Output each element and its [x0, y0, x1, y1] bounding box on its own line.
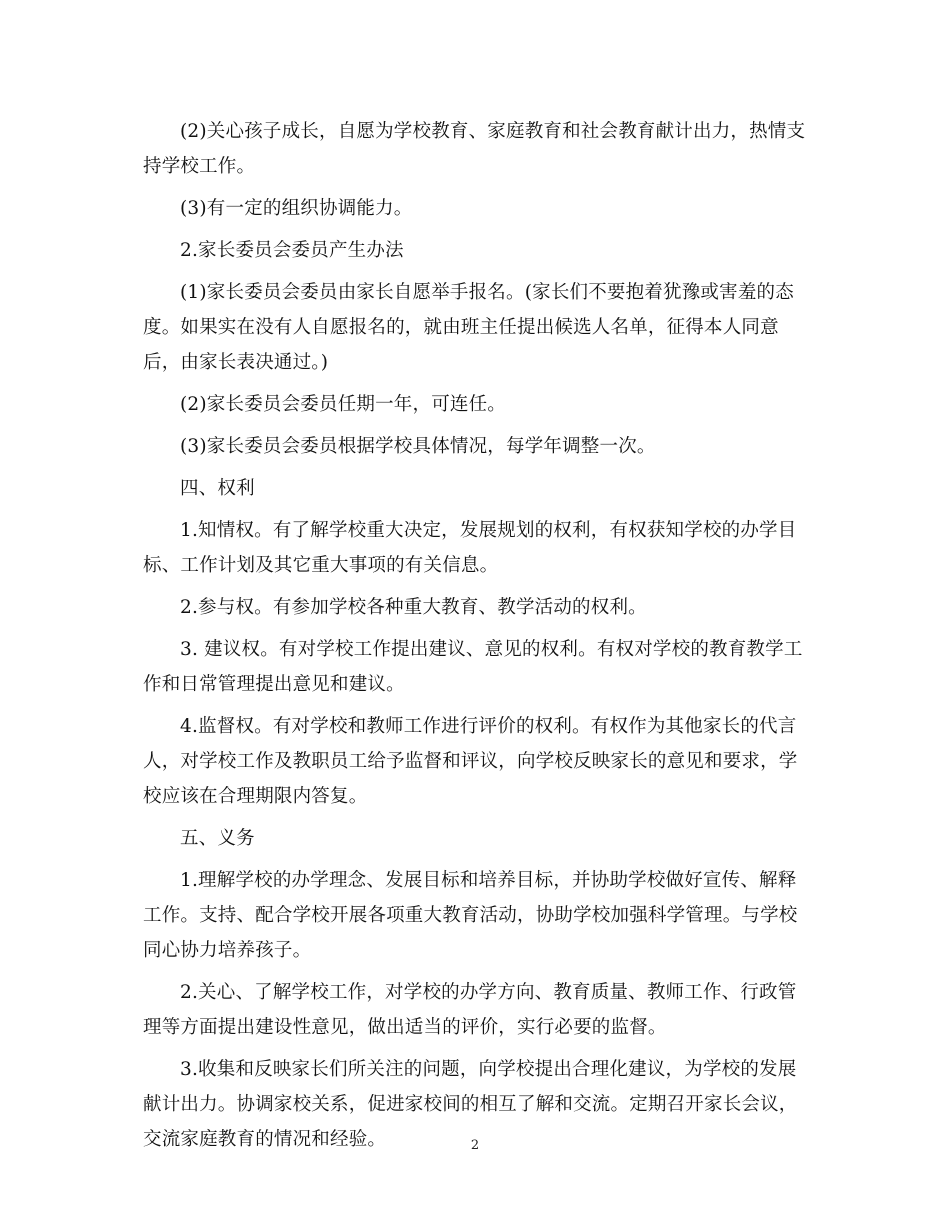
text-line: 理等方面提出建设性意见，做出适当的评价，实行必要的监督。	[143, 1017, 667, 1038]
paragraph	[143, 429, 813, 464]
paragraph	[143, 590, 813, 625]
text-line: 标、工作计划及其它重大事项的有关信息。	[143, 555, 499, 576]
paragraph	[143, 709, 813, 814]
text-line: 献计出力。协调家校关系，促进家校间的相互了解和交流。定期召开家长会议，	[143, 1094, 798, 1115]
text-line: 作和日常管理提出意见和建议。	[143, 674, 405, 695]
text-line: 人，对学校工作及教职员工给予监督和评议，向学校反映家长的意见和要求，学	[143, 751, 798, 772]
text-line: 1.理解学校的办学理念、发展目标和培养目标，并协助学校做好宣传、解释	[180, 870, 797, 891]
text-line: 后，由家长表决通过。)	[143, 352, 329, 373]
text-line: 3. 建议权。有对学校工作提出建议、意见的权利。有权对学校的教育教学工	[180, 639, 803, 660]
page-number: 2	[470, 1138, 480, 1153]
text-line: 度。如果实在没有人自愿报名的，就由班主任提出候选人名单，征得本人同意	[143, 317, 779, 338]
section-heading	[143, 821, 813, 856]
text-line: (1)家长委员会委员由家长自愿举手报名。(家长们不要抱着犹豫或害羞的态	[180, 282, 794, 303]
text-line: 2.家长委员会委员产生办法	[180, 240, 404, 261]
text-line: 3.收集和反映家长们所关注的问题，向学校提出合理化建议，为学校的发展	[180, 1059, 797, 1080]
text-line: (3)家长委员会委员根据学校具体情况，每学年调整一次。	[180, 436, 656, 457]
text-line: 2.关心、了解学校工作，对学校的办学方向、教育质量、教师工作、行政管	[180, 982, 797, 1003]
paragraph	[143, 513, 813, 583]
paragraph	[143, 387, 813, 422]
section-heading	[143, 471, 813, 506]
paragraph	[143, 275, 813, 380]
text-line: 交流家庭教育的情况和经验。	[143, 1129, 387, 1150]
document-body	[143, 114, 813, 1164]
text-line: 五、义务	[180, 828, 255, 849]
section-subheading	[143, 233, 813, 268]
text-line: 持学校工作。	[143, 156, 256, 177]
text-line: 工作。支持、配合学校开展各项重大教育活动，协助学校加强科学管理。与学校	[143, 905, 798, 926]
text-line: (3)有一定的组织协调能力。	[180, 198, 413, 219]
paragraph	[143, 975, 813, 1045]
paragraph	[143, 114, 813, 184]
paragraph	[143, 863, 813, 968]
text-line: 1.知情权。有了解学校重大决定，发展规划的权利，有权获知学校的办学目	[180, 520, 797, 541]
paragraph	[143, 191, 813, 226]
text-line: 2.参与权。有参加学校各种重大教育、教学活动的权利。	[180, 597, 647, 618]
text-line: 四、权利	[180, 478, 255, 499]
paragraph	[143, 632, 813, 702]
text-line: 同心协力培养孩子。	[143, 940, 312, 961]
text-line: (2)关心孩子成长，自愿为学校教育、家庭教育和社会教育献计出力，热情支	[180, 121, 806, 142]
text-line: (2)家长委员会委员任期一年，可连任。	[180, 394, 507, 415]
text-line: 4.监督权。有对学校和教师工作进行评价的权利。有权作为其他家长的代言	[180, 716, 797, 737]
text-line: 校应该在合理期限内答复。	[143, 786, 368, 807]
